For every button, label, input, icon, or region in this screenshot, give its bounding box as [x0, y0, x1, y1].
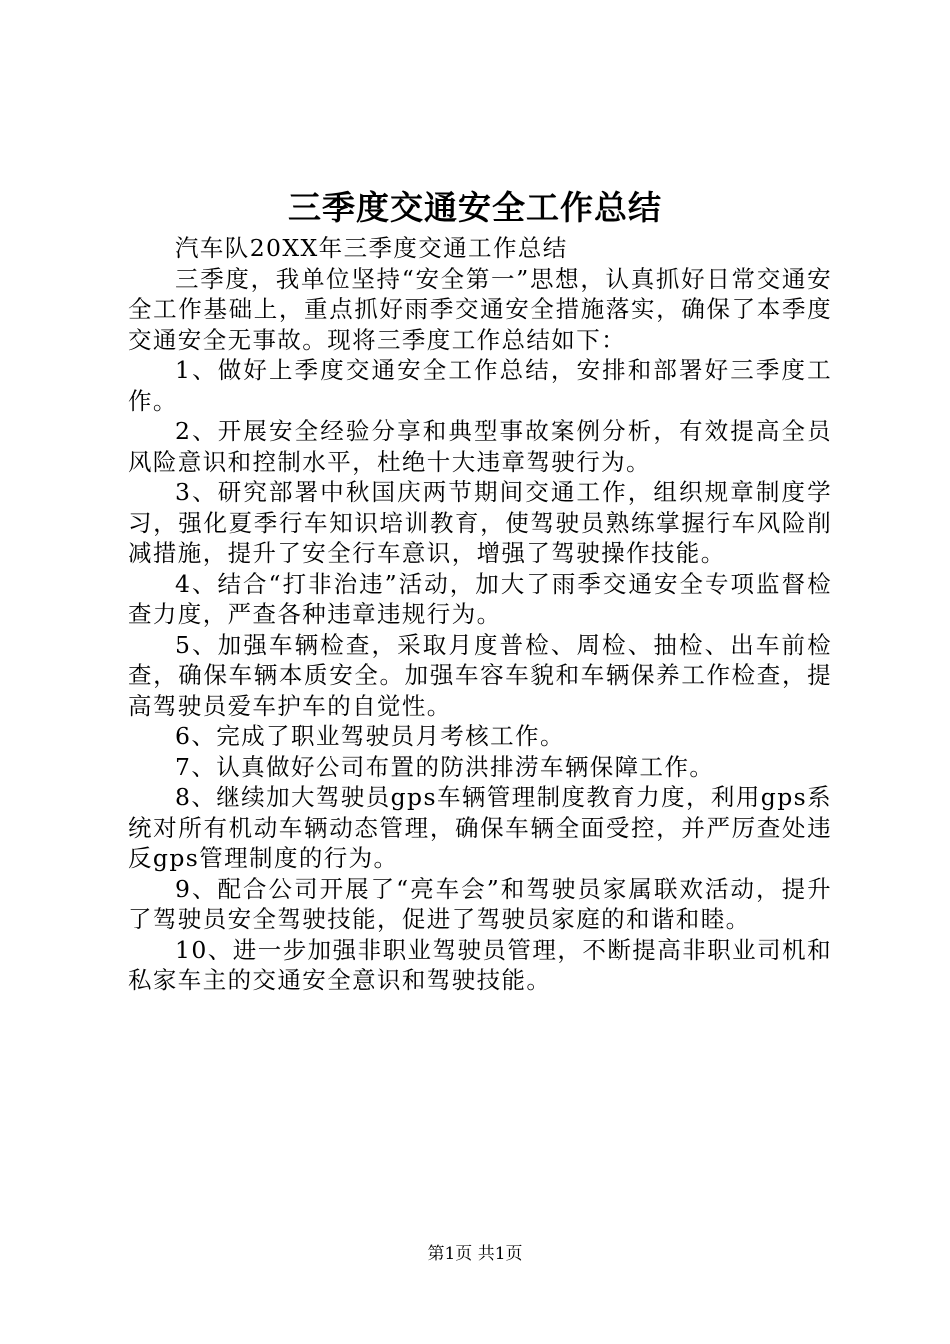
- paragraph-item-9: 9、配合公司开展了“亮车会”和驾驶员家属联欢活动，提升了驾驶员安全驾驶技能，促进了驾驶员家庭的和谐和睦。: [128, 874, 832, 933]
- document-body: [128, 233, 832, 996]
- paragraph-item-6: 6、完成了职业驾驶员月考核工作。: [175, 722, 565, 750]
- paragraph-intro: 三季度，我单位坚持“安全第一”思想，认真抓好日常交通安全工作基础上，重点抓好雨季交通安全措施落实，确保了本季度交通安全无事故。现将三季度工作总结如下：: [128, 264, 832, 354]
- document-title: 三季度交通安全工作总结: [288, 188, 662, 227]
- paragraph-item-2: 2、开展安全经验分享和典型事故案例分析，有效提高全员风险意识和控制水平，杜绝十大违章驾驶行为。: [128, 417, 832, 476]
- paragraph-item-1: 1、做好上季度交通安全工作总结，安排和部署好三季度工作。: [128, 356, 832, 415]
- paragraph-item-5: 5、加强车辆检查，采取月度普检、周检、抽检、出车前检查，确保车辆本质安全。加强车容车貌和车辆保养工作检查，提高驾驶员爱车护车的自觉性。: [128, 630, 832, 720]
- paragraph-item-8: 8、继续加大驾驶员gps车辆管理制度教育力度，利用gps系统对所有机动车辆动态管理，确保车辆全面受控，并严厉查处违反gps管理制度的行为。: [128, 783, 832, 872]
- page-number-footer: 第1页 共1页: [427, 1244, 523, 1264]
- paragraph-item-7: 7、认真做好公司布置的防洪排涝车辆保障工作。: [175, 752, 715, 781]
- paragraph-item-4: 4、结合“打非治违”活动，加大了雨季交通安全专项监督检查力度，严查各种违章违规行为。: [128, 569, 832, 628]
- paragraph-item-3: 3、研究部署中秋国庆两节期间交通工作，组织规章制度学习，强化夏季行车知识培训教育，使驾驶员熟练掌握行车风险削减措施，提升了安全行车意识，增强了驾驶操作技能。: [128, 478, 832, 567]
- paragraph-item-10: 10、进一步加强非职业驾驶员管理，不断提高非职业司机和私家车主的交通安全意识和驾驶技能。: [128, 935, 832, 994]
- document-subtitle: 汽车队20XX年三季度交通工作总结: [175, 234, 568, 262]
